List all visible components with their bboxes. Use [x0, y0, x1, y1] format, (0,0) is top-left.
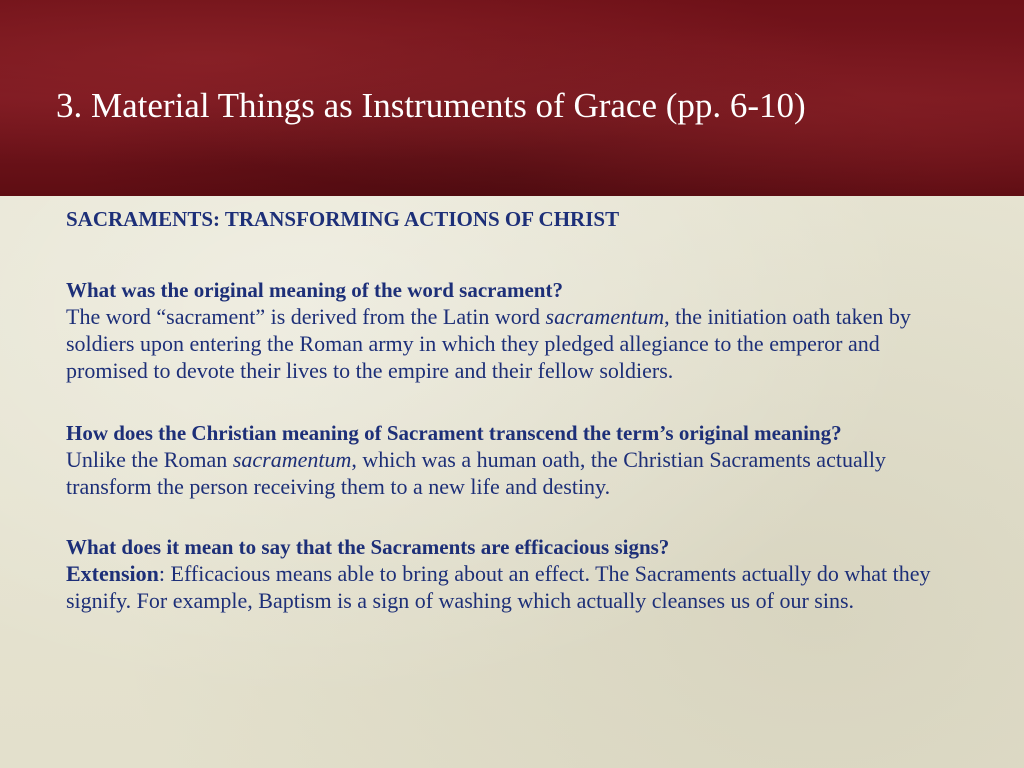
- question-3: What does it mean to say that the Sacraments are efficacious signs?: [66, 535, 670, 559]
- answer-2: [66, 446, 966, 500]
- answer-2-latin-term: sacramentum: [232, 447, 352, 472]
- question-1: What was the original meaning of the word sacrament?: [66, 278, 563, 302]
- answer-2-text-start: Unlike the Roman: [66, 447, 233, 472]
- question-2: How does the Christian meaning of Sacrament transcend the term’s original meaning?: [66, 421, 842, 445]
- answer-1-text-start: The word “sacrament” is derived from the Latin word: [66, 304, 546, 329]
- answer-1: [66, 303, 966, 384]
- answer-3-label: Extension: [66, 561, 159, 586]
- slide-title: 3. Material Things as Instruments of Grace (pp. 6-10): [56, 86, 806, 125]
- answer-1-latin-term: sacramentum: [545, 304, 665, 329]
- title-banner: [0, 0, 1024, 196]
- qa-block-2: [66, 420, 966, 500]
- answer-3-text: : Efficacious means able to bring about an effect. The Sacraments actually do what they signify. For example, Baptism is a sign of washing which actually cleanses us of our sins.: [66, 561, 931, 613]
- answer-1-text-end: , the initiation oath taken by soldiers upon entering the Roman army in which they pledged allegiance to the emperor and promised to devote their lives to the empire and their fellow soldiers.: [66, 304, 911, 383]
- section-heading: SACRAMENTS: TRANSFORMING ACTIONS OF CHRIST: [66, 207, 620, 231]
- answer-3: [66, 560, 966, 614]
- slide-content: [66, 206, 966, 614]
- qa-block-3: [66, 534, 966, 614]
- qa-block-1: [66, 277, 966, 384]
- answer-2-text-end: , which was a human oath, the Christian Sacraments actually transform the person receiving them to a new life and destiny.: [66, 447, 886, 499]
